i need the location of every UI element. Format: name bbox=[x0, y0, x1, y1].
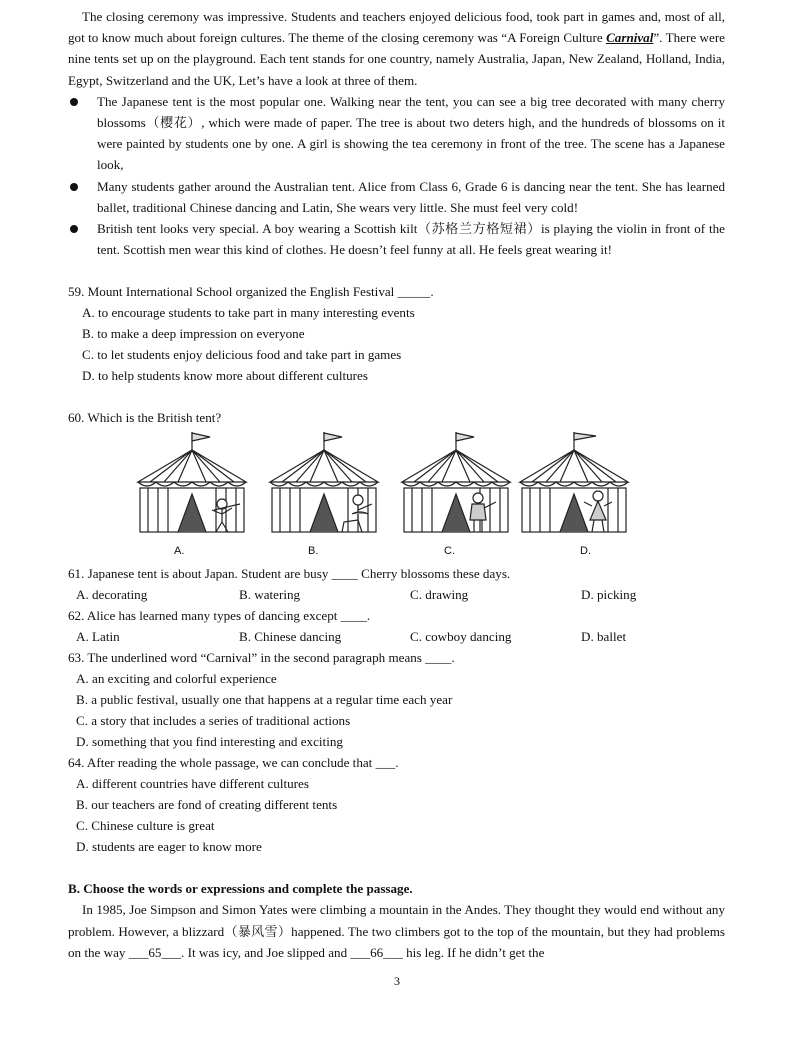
tent-label-a: A. bbox=[174, 545, 185, 558]
tent-label-b: B. bbox=[308, 545, 319, 558]
bullet-british-tent: British tent looks very special. A boy wearing a Scottish kilt（苏格兰方格短裙）is playing the violin in front of the tent. Scottish men wear this kind of clothes. He doesn’t feel funny at all. He feels great wearing it! bbox=[68, 218, 725, 260]
q63-option-b: B. a public festival, usually one that happens at a regular time each year bbox=[76, 692, 453, 708]
q61-option-b: B. watering bbox=[239, 587, 301, 603]
q61-option-a: A. decorating bbox=[76, 587, 148, 603]
passage-paragraph bbox=[68, 6, 725, 91]
q59-option-d: D. to help students know more about different cultures bbox=[82, 368, 368, 384]
q61-option-c: C. drawing bbox=[410, 587, 469, 603]
bullet-dot-icon bbox=[70, 183, 78, 191]
question-64: 64. After reading the whole passage, we can conclude that ___. bbox=[68, 755, 399, 771]
tent-c-illustration bbox=[394, 430, 518, 542]
q59-option-a: A. to encourage students to take part in many interesting events bbox=[82, 305, 415, 321]
bullet-dot-icon bbox=[70, 98, 78, 106]
q64-option-b: B. our teachers are fond of creating different tents bbox=[76, 797, 338, 813]
q64-option-d: D. students are eager to know more bbox=[76, 839, 262, 855]
page-number: 3 bbox=[394, 974, 400, 988]
tent-pictures bbox=[68, 430, 725, 563]
section-b-heading: B. Choose the words or expressions and complete the passage. bbox=[68, 881, 413, 897]
q62-option-a: A. Latin bbox=[76, 629, 120, 645]
q63-option-a: A. an exciting and colorful experience bbox=[76, 671, 277, 687]
q64-option-c: C. Chinese culture is great bbox=[76, 818, 215, 834]
passage-text-after: ”. There were nine tents set up on the playground. Each tent stands for one country, namely Australia, Japan, New Zealand, Holland, India, Egypt, Switzerland and the UK, Let’s have a look at three of them. bbox=[68, 30, 725, 88]
bullet-dot-icon bbox=[70, 225, 78, 233]
bullet-japanese-tent: The Japanese tent is the most popular one. Walking near the tent, you can see a big tree decorated with many cherry blossoms（樱花）, which were made of paper. The tree is about two deters high, and the hundreds of blossoms on it were painted by students one by one. A girl is showing the tea ceremony in front of the tree. The scene has a Japanese look, bbox=[68, 91, 725, 176]
q64-option-a: A. different countries have different cultures bbox=[76, 776, 309, 792]
q62-option-c: C. cowboy dancing bbox=[410, 629, 512, 645]
carnival-word: Carnival bbox=[606, 30, 654, 46]
tent-a-illustration bbox=[130, 430, 254, 542]
section-b-passage: In 1985, Joe Simpson and Simon Yates were climbing a mountain in the Andes. They thought they would end without any problem. However, a blizzard（暴风雪）happened. The two climbers got to the top of the mountain, but they had problems on the way ___65___. It was icy, and Joe slipped and ___66___ his leg. If he didn’t get the bbox=[68, 902, 725, 960]
passage-text-before: The closing ceremony was impressive. Students and teachers enjoyed delicious food, took part in games and, most of all, got to know much about foreign cultures. The theme of the closing ceremony was “A Foreign Culture bbox=[68, 9, 725, 46]
question-59: 59. Mount International School organized the English Festival _____. bbox=[68, 284, 434, 300]
question-61: 61. Japanese tent is about Japan. Student are busy ____ Cherry blossoms these days. bbox=[68, 566, 511, 582]
tent-label-d: D. bbox=[580, 545, 591, 558]
q59-option-c: C. to let students enjoy delicious food and take part in games bbox=[82, 347, 402, 363]
q63-option-c: C. a story that includes a series of traditional actions bbox=[76, 713, 351, 729]
q62-option-b: B. Chinese dancing bbox=[239, 629, 342, 645]
q61-options bbox=[68, 584, 725, 605]
tent-bullet-list bbox=[68, 91, 725, 261]
q59-option-b: B. to make a deep impression on everyone bbox=[82, 326, 305, 342]
q62-option-d: D. ballet bbox=[581, 629, 627, 645]
question-60: 60. Which is the British tent? bbox=[68, 410, 222, 426]
q61-option-d: D. picking bbox=[581, 587, 637, 603]
bullet-australian-tent: Many students gather around the Australian tent. Alice from Class 6, Grade 6 is dancing near the tent. She has learned ballet, traditional Chinese dancing and Latin, She wears very little. She must feel very cold! bbox=[68, 176, 725, 218]
tent-label-c: C. bbox=[444, 545, 455, 558]
q62-options bbox=[68, 626, 725, 647]
question-62: 62. Alice has learned many types of dancing except ____. bbox=[68, 608, 371, 624]
question-63: 63. The underlined word “Carnival” in the second paragraph means ____. bbox=[68, 650, 455, 666]
tent-b-illustration bbox=[262, 430, 386, 542]
q63-option-d: D. something that you find interesting and exciting bbox=[76, 734, 343, 750]
tent-d-illustration bbox=[512, 430, 636, 542]
worksheet-page bbox=[68, 6, 725, 963]
